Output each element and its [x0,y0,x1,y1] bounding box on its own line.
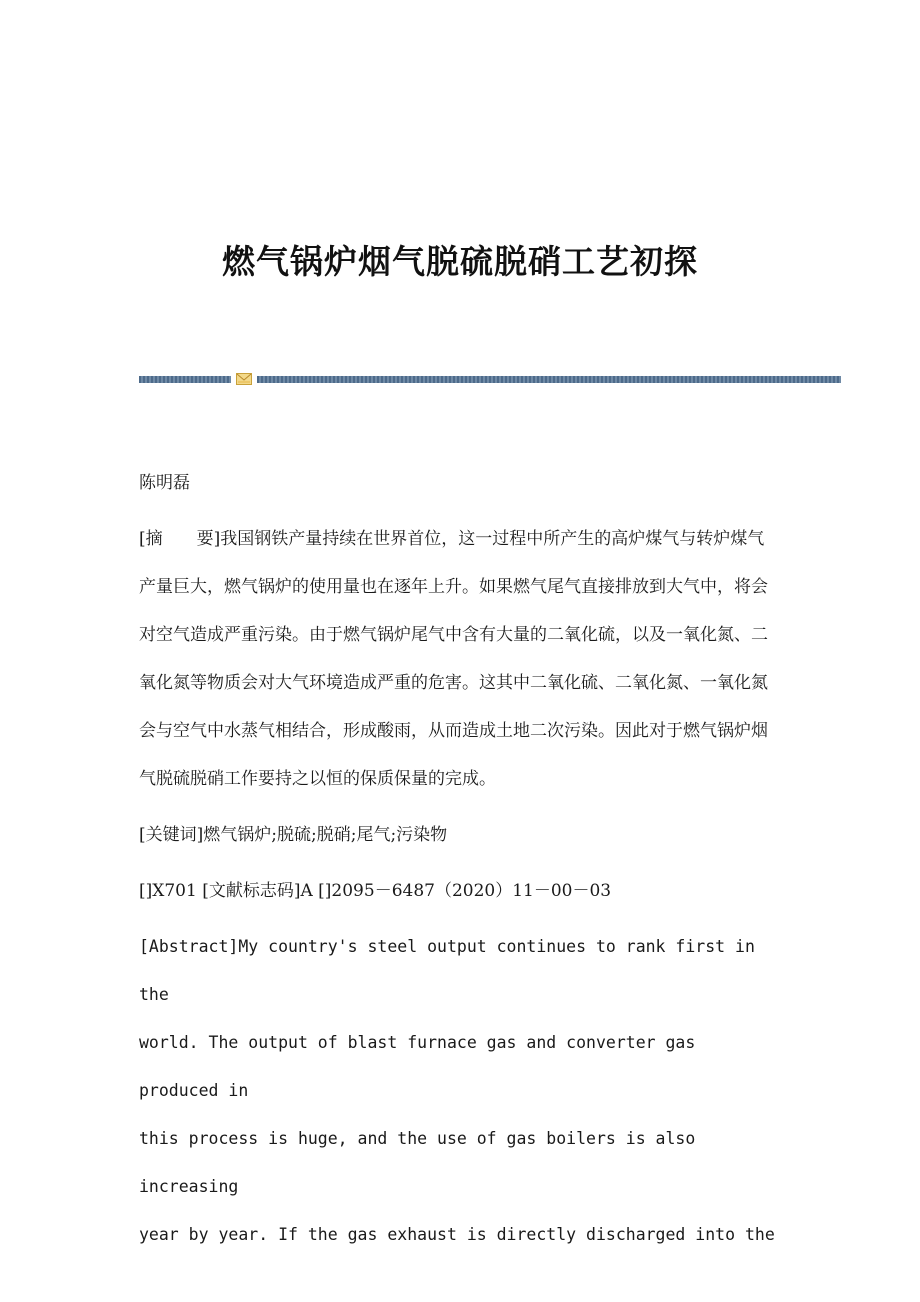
abstract-chinese: [摘 要]我国钢铁产量持续在世界首位，这一过程中所产生的高炉煤气与转炉煤气产量巨大，燃气锅炉的使用量也在逐年上升。如果燃气尾气直接排放到大气中，将会对空气造成严重污染。由于燃气锅炉尾气中含有大量的二氧化硫，以及一氧化氮、二氧化氮等物质会对大气环境造成严重的危害。这其中二氧化硫、二氧化氮、一氧化氮会与空气中水蒸气相结合，形成酸雨，从而造成土地二次污染。因此对于燃气锅炉烟气脱硫脱硝工作要持之以恒的保质保量的完成。 [139,529,768,789]
divider-bar-right [257,376,841,383]
envelope-icon [236,373,252,385]
keywords: [关键词]燃气锅炉;脱硫;脱硝;尾气;污染物 [139,825,448,845]
divider-bar-left [139,376,231,383]
classification-code: []X701 [文献标志码]A []2095－6487（2020）11－00－03 [139,881,612,901]
author-name: 陈明磊 [139,473,190,493]
document-title: 燃气锅炉烟气脱硫脱硝工艺初探 [222,242,698,282]
title-divider [139,373,841,385]
document-body [139,459,779,1259]
abstract-english: [Abstract]My country's steel output continues to rank first in the world. The output of blast furnace gas and converter gas produced in this process is huge, and the use of gas boilers is also increasing year by year. If the gas exhaust is directly discharged into the [139,937,775,1244]
